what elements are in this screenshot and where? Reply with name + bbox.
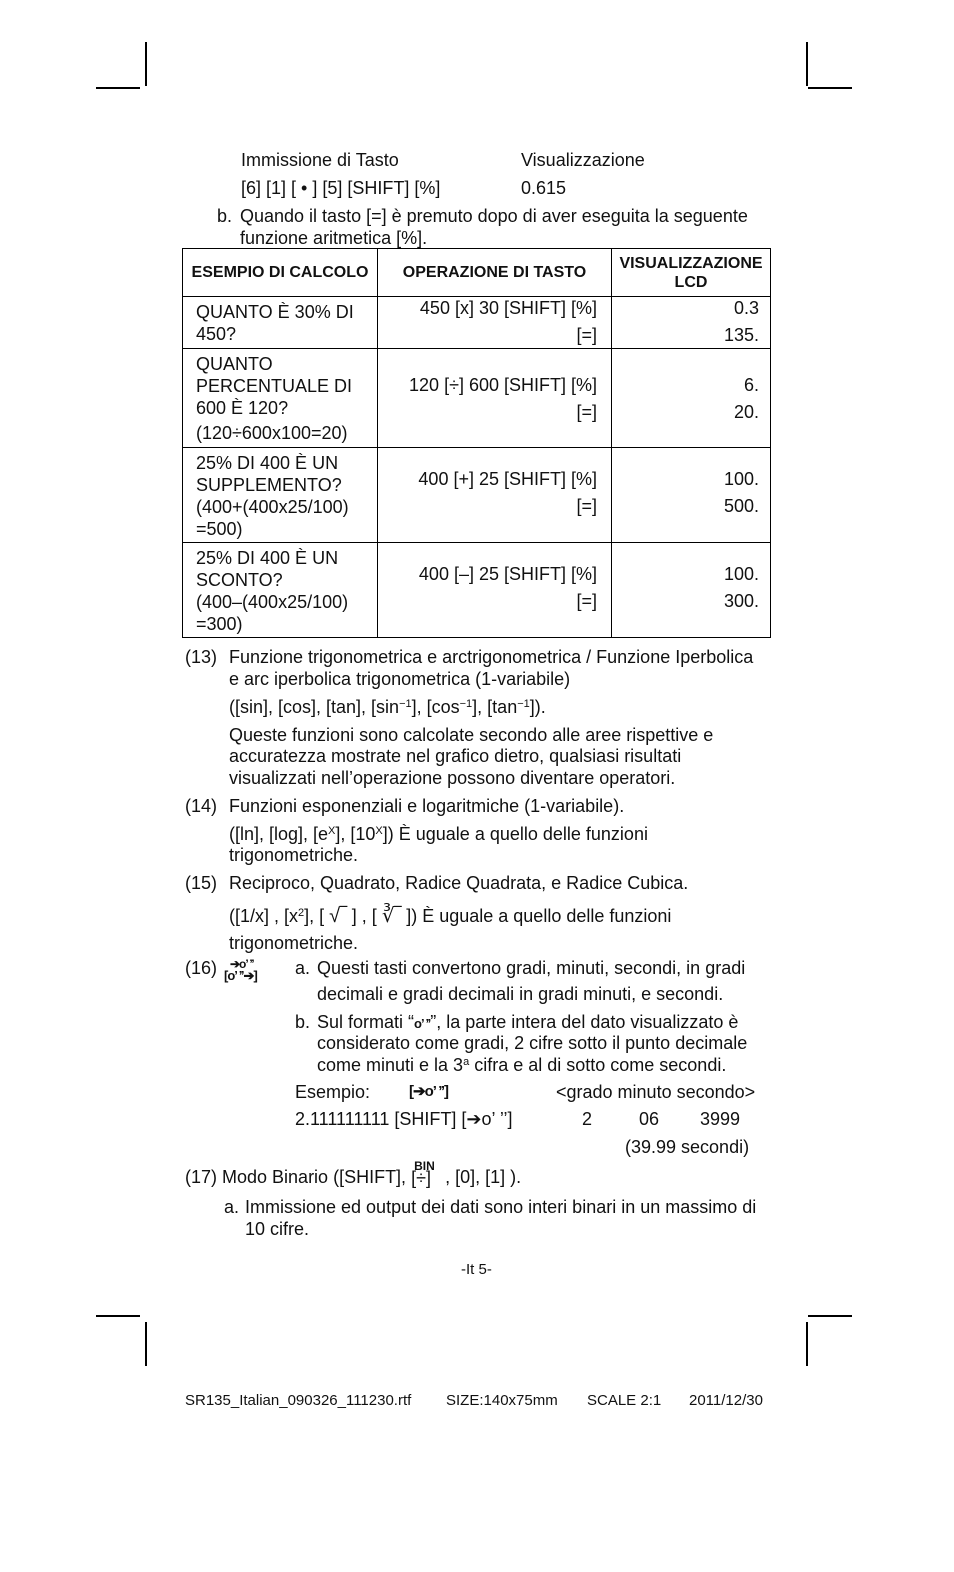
example-seconds: 3999 [700, 1109, 741, 1129]
crop-mark-top-left-v [145, 42, 147, 86]
crop-mark-top-right-h [808, 87, 852, 89]
section-16-a-line2: decimali e gradi decimali in gradi minuti, e secondi. [317, 984, 724, 1004]
header-display-line2: LCD [674, 273, 708, 291]
example-display-value: 0.615 [521, 178, 567, 198]
to-dms-icon: ➔o’ ’’ [230, 957, 254, 971]
keys-part: ], [ [304, 906, 330, 926]
percent-calculation-table [182, 248, 771, 638]
operation-line: [=] [576, 591, 597, 611]
inverse-sup: −1 [459, 698, 473, 710]
section-16-b-line3 [317, 1054, 726, 1076]
display-cell [612, 297, 771, 349]
display-line: 20. [733, 402, 759, 422]
example-dms-key: [➔o’ ’’] [409, 1083, 449, 1100]
section-13-para-line3: visualizzati nell’operazione possono diventare operatori. [229, 768, 676, 788]
example-cell [183, 543, 378, 638]
bin-divide-key-icon [411, 1159, 445, 1189]
operation-cell [378, 297, 612, 349]
square-sup: 2 [298, 907, 305, 919]
display-line: 100. [723, 469, 759, 489]
section-16-b-line2: considerato come gradi, 2 cifre sotto il punto decimale [317, 1033, 748, 1053]
section-16-a-line1: Questi tasti convertono gradi, minuti, secondi, in gradi [317, 958, 746, 978]
text-part: cifra e al di sotto come secondi. [469, 1055, 727, 1075]
example-label: Esempio: [295, 1082, 371, 1102]
example-degrees: 2 [582, 1109, 593, 1129]
display-line: 0.3 [733, 298, 759, 318]
ordinal-sup: a [463, 1056, 470, 1068]
keys-part: ], [tan [472, 697, 518, 717]
from-dms-icon: [o’ ’’➔] [224, 968, 257, 983]
section-14-line3: trigonometriche. [229, 845, 359, 865]
keys-part: ]) È uguale a quello delle funzioni [382, 824, 648, 844]
example-note: (39.99 secondi) [625, 1137, 750, 1157]
example-line: SCONTO? [196, 570, 283, 590]
text-part: ”, la parte intera del dato visualizzato è [430, 1012, 739, 1032]
operation-line: [=] [576, 402, 597, 422]
operation-line: 400 [–] 25 [SHIFT] [%] [418, 564, 597, 584]
page-number: -It 5- [461, 1261, 492, 1278]
keys-part: ([1/x] , [x [229, 906, 299, 926]
example-cell [183, 297, 378, 349]
operation-cell [378, 543, 612, 638]
keys-part: ] , [ [346, 906, 382, 926]
display-line: 100. [723, 564, 759, 584]
operation-cell [378, 448, 612, 543]
crop-mark-bottom-right-v [806, 1322, 808, 1366]
display-line: 500. [723, 496, 759, 516]
column-heading-input: Immissione di Tasto [241, 150, 399, 170]
inverse-sup: −1 [399, 698, 412, 710]
display-cell [612, 543, 771, 638]
dms-key-icon [224, 957, 274, 983]
example-line: 25% DI 400 È UN [196, 548, 339, 568]
keys-part: ]). [529, 697, 546, 717]
display-cell [612, 448, 771, 543]
keys-part: ([sin], [cos], [tan], [sin [229, 697, 400, 717]
example-line: 600 È 120? [196, 398, 289, 418]
text-part: , [0], [1] ). [445, 1167, 522, 1187]
section-15-title: Reciproco, Quadrato, Radice Quadrata, e Radice Cubica. [229, 873, 689, 893]
table-row [183, 297, 771, 349]
square-root-icon: √‾ [329, 905, 347, 927]
section-14-keys [229, 823, 648, 845]
display-line: 300. [723, 591, 759, 611]
cube-root-icon: ∛‾ [381, 905, 402, 927]
section-13-para-line2: accuratezza mostrate nel grafico dietro, qualsiasi risultati [229, 746, 682, 766]
table-header-row [183, 249, 771, 297]
operation-line: [=] [576, 325, 597, 345]
display-cell [612, 349, 771, 448]
crop-mark-bottom-left-h [96, 1315, 140, 1317]
operation-line: [=] [576, 496, 597, 516]
example-minutes: 06 [639, 1109, 660, 1129]
example-line: (400–(400x25/100) [196, 592, 349, 612]
example-line: =500) [196, 519, 243, 539]
example-line: QUANTO [196, 354, 273, 374]
example-key-input: [6] [1] [ • ] [5] [SHIFT] [%] [241, 178, 441, 198]
inverse-sup: −1 [517, 698, 530, 710]
text-part: Sul formati “ [317, 1012, 415, 1032]
footer-size: SIZE:140x75mm [446, 1392, 558, 1409]
bin-label: BIN [414, 1159, 435, 1173]
item-b-text-line2: funzione aritmetica [%]. [240, 228, 428, 248]
crop-mark-top-right-v [806, 42, 808, 86]
table-row [183, 543, 771, 638]
divide-key: [÷] [411, 1168, 431, 1188]
example-input: 2.111111111 [SHIFT] [➔o’ ’’] [295, 1109, 513, 1129]
table-row [183, 448, 771, 543]
section-13-para-line1: Queste funzioni sono calcolate secondo alle aree rispettive e [229, 725, 714, 745]
example-line: PERCENTUALE DI [196, 376, 353, 396]
example-line: QUANTO È 30% DI [196, 302, 354, 322]
keys-part: ([ln], [log], [e [229, 824, 329, 844]
keys-part: ]) È uguale a quello delle funzioni [401, 906, 672, 926]
text-part: (17) Modo Binario ([SHIFT], [185, 1167, 412, 1187]
example-cell [183, 349, 378, 448]
section-17-a-line1: Immissione ed output dei dati sono interi binari in un massimo di [245, 1197, 757, 1217]
header-display [612, 249, 771, 297]
section-13-title-line2: e arc iperbolica trigonometrica (1-variabile) [229, 669, 571, 689]
exponent-sup: X [328, 825, 336, 837]
section-16-a-label: a. [295, 958, 311, 978]
example-line: 450? [196, 324, 237, 344]
example-line: (120÷600x100=20) [196, 423, 348, 443]
keys-part: ], [cos [411, 697, 460, 717]
example-line: 25% DI 400 È UN [196, 453, 339, 473]
example-line: (400+(400x25/100) [196, 497, 349, 517]
section-14-title: Funzioni esponenziali e logaritmiche (1-variabile). [229, 796, 625, 816]
crop-mark-bottom-right-h [808, 1315, 852, 1317]
section-16-b-label: b. [295, 1012, 311, 1032]
operation-line: 400 [+] 25 [SHIFT] [%] [418, 469, 597, 489]
example-cell [183, 448, 378, 543]
section-15-line3: trigonometriche. [229, 933, 359, 953]
column-heading-display: Visualizzazione [521, 150, 645, 170]
display-line: 135. [723, 325, 759, 345]
text-part: come minuti e la 3 [317, 1055, 464, 1075]
operation-line: 450 [x] 30 [SHIFT] [%] [419, 298, 597, 318]
section-17-a-label: a. [224, 1197, 240, 1217]
crop-mark-bottom-left-v [145, 1322, 147, 1366]
header-operation: OPERAZIONE DI TASTO [378, 249, 612, 297]
table-row [183, 349, 771, 448]
item-b-label: b. [217, 206, 233, 226]
exponent-sup: X [375, 825, 383, 837]
footer-scale: SCALE 2:1 [587, 1392, 662, 1409]
section-16-number: (16) [185, 958, 218, 978]
section-17-title [185, 1159, 522, 1189]
keys-part: ], [10 [335, 824, 376, 844]
section-15-keys [229, 905, 671, 927]
section-17-a-line2: 10 cifre. [245, 1219, 310, 1239]
crop-mark-top-left-h [96, 87, 140, 89]
operation-cell [378, 349, 612, 448]
dms-symbol-icon: o’ ’’ [414, 1016, 431, 1031]
section-14-number: (14) [185, 796, 218, 816]
display-line: 6. [743, 375, 759, 395]
section-13-number: (13) [185, 647, 218, 667]
section-13-title-line1: Funzione trigonometrica e arctrigonometrica / Funzione Iperbolica [229, 647, 754, 667]
footer-date: 2011/12/30 [689, 1392, 763, 1409]
item-b-text-line1: Quando il tasto [=] è premuto dopo di aver eseguita la seguente [240, 206, 748, 226]
example-line: =300) [196, 614, 243, 634]
header-example: ESEMPIO DI CALCOLO [183, 249, 378, 297]
example-line: SUPPLEMENTO? [196, 475, 342, 495]
section-15-number: (15) [185, 873, 218, 893]
example-format-heading: <grado minuto secondo> [556, 1082, 756, 1102]
operation-line: 120 [÷] 600 [SHIFT] [%] [409, 375, 597, 395]
section-13-keys [229, 696, 546, 718]
header-display-line1: VISUALIZZAZIONE [619, 254, 763, 272]
footer-filename: SR135_Italian_090326_111230.rtf [185, 1392, 412, 1409]
